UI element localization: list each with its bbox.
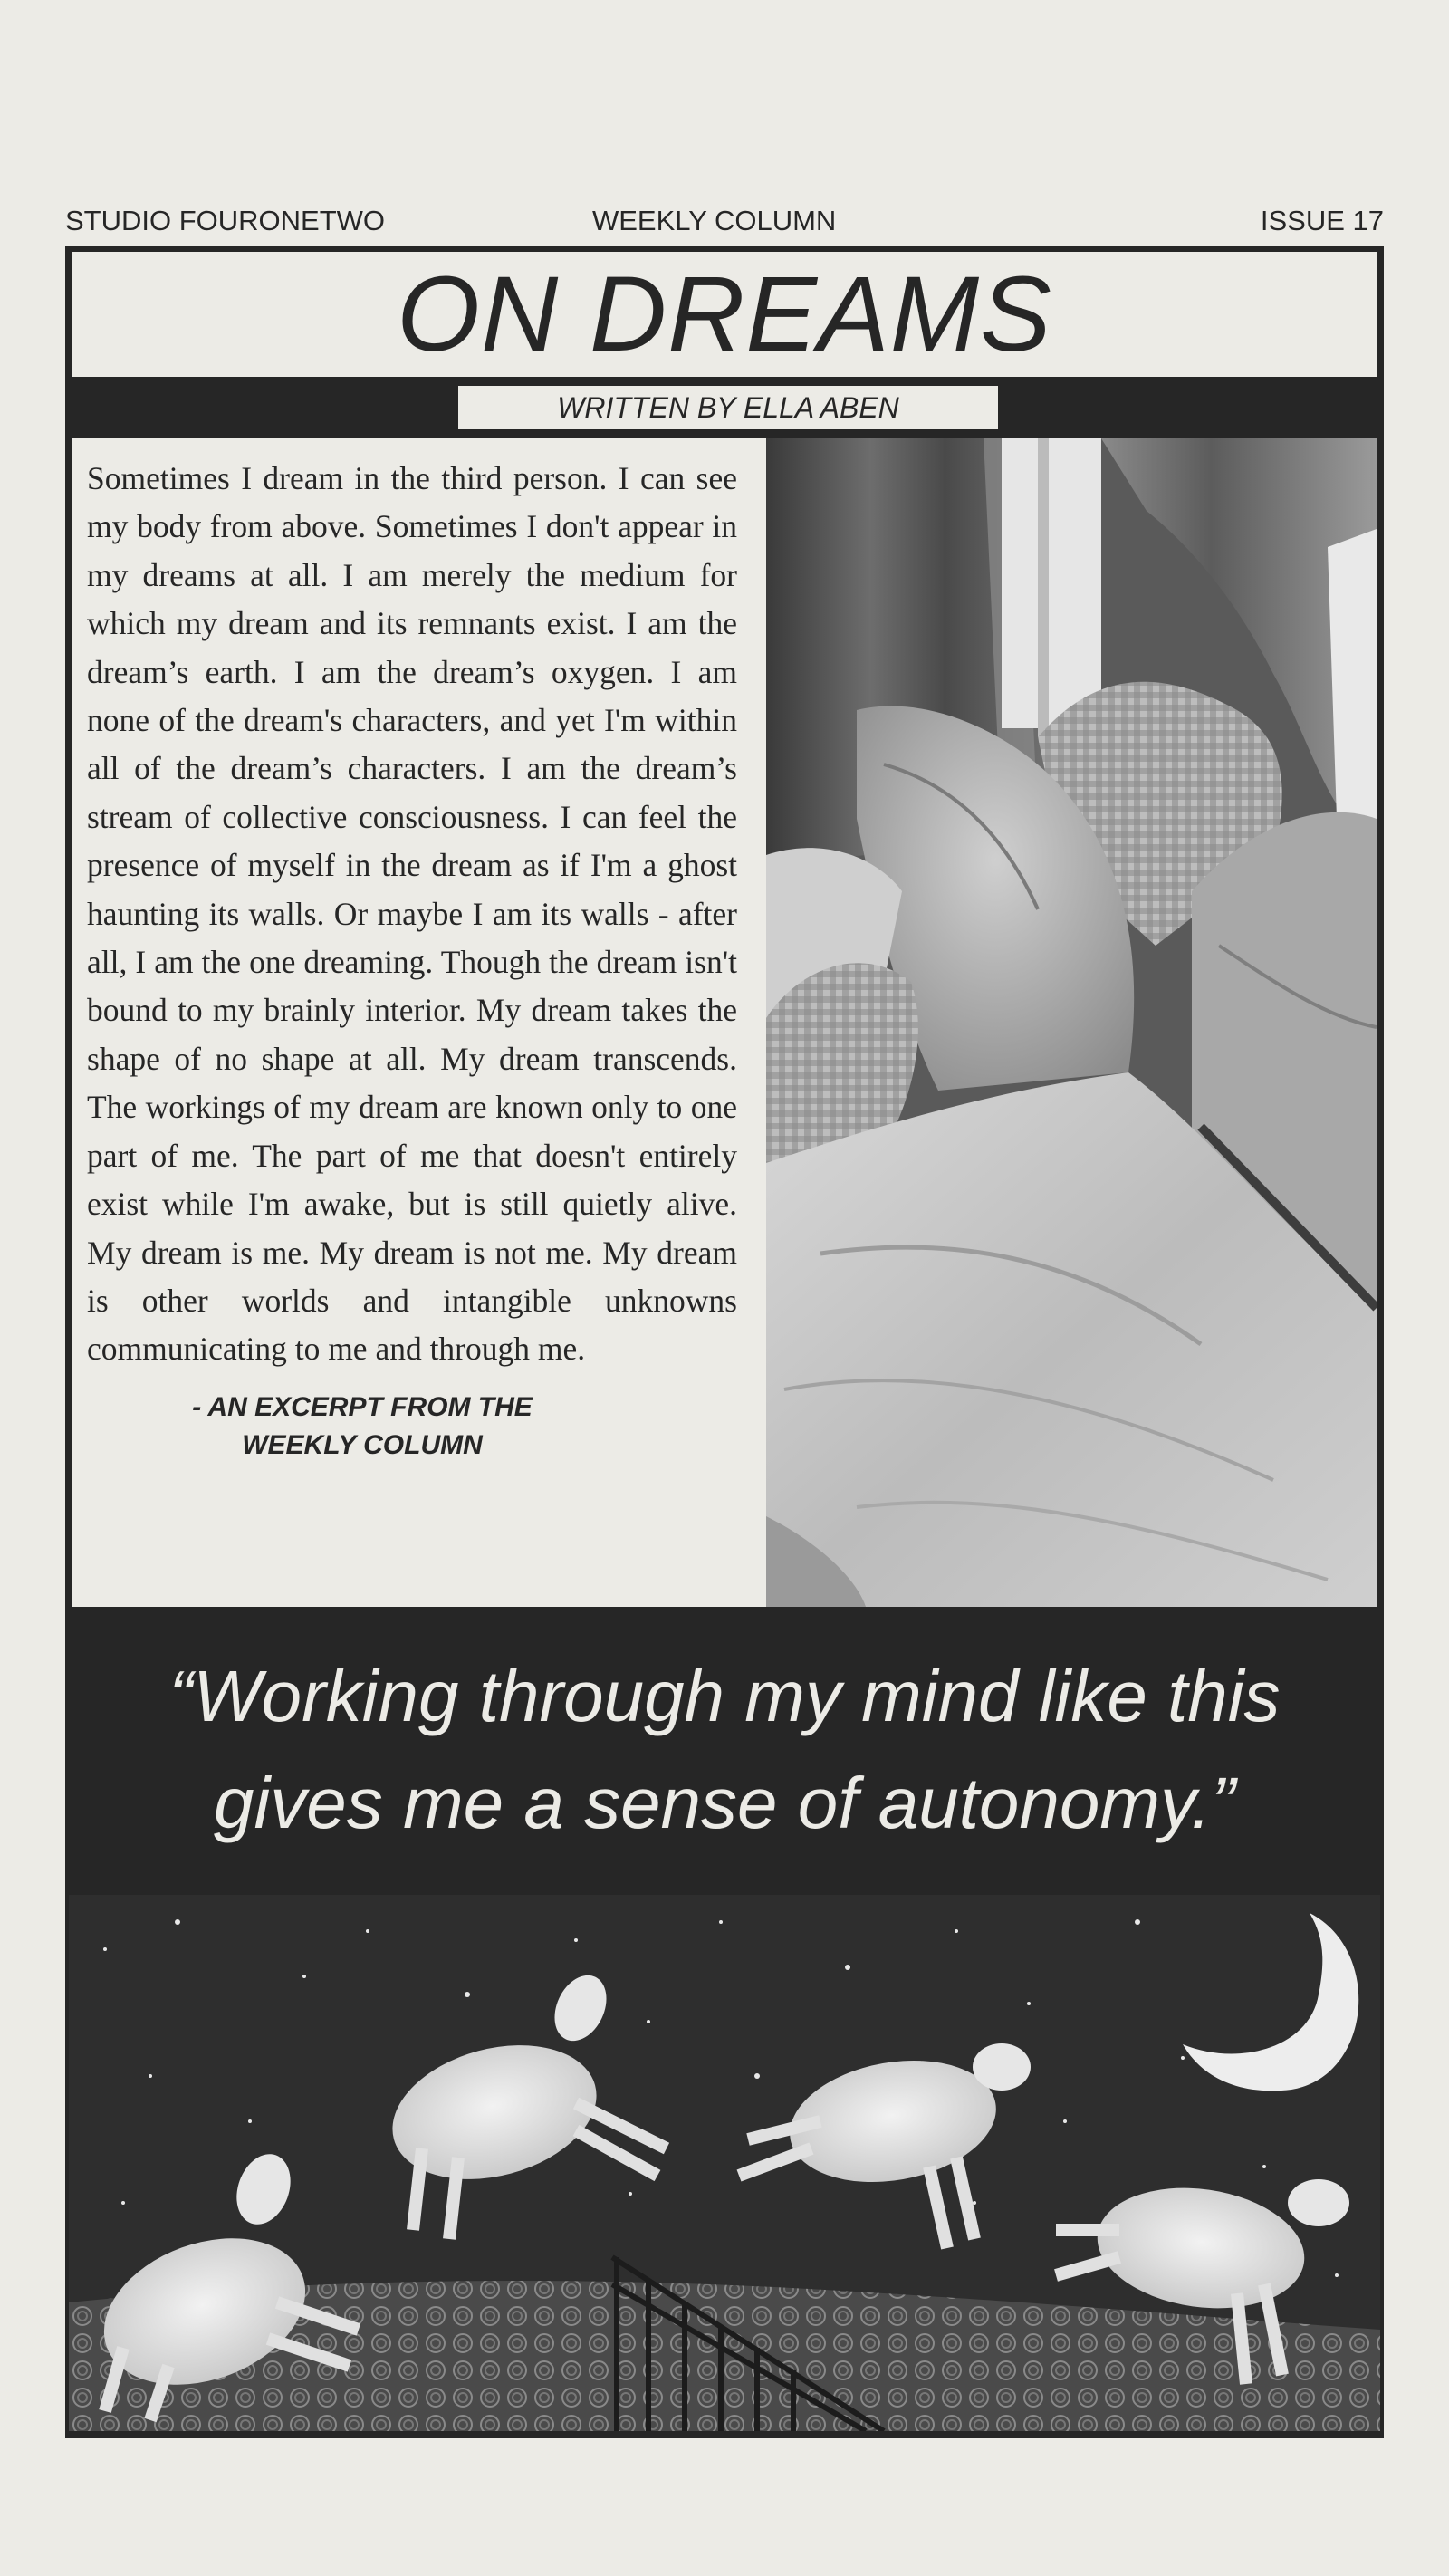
article-title: ON DREAMS xyxy=(397,255,1052,374)
jumping-sheep-image xyxy=(69,1895,1380,2431)
excerpt-line-1: - AN EXCERPT FROM THE xyxy=(192,1391,533,1422)
pull-quote xyxy=(72,1614,1377,1886)
article-body: Sometimes I dream in the third person. I can see my body from above. Sometimes I don't appear in my dreams at all. I am merely the medium for which my dream and its remnants exist. I am the dream’s earth. I am the dream’s oxygen. I am none of the dream's characters, and yet I'm within all of the dream’s characters. I am the dream’s stream of collective consciousness. I can feel the presence of myself in the dream as if I'm a ghost haunting its walls. Or maybe I am its walls - after all, I am the one dreaming. Though the dream isn't bound to my brainly interior. My dream takes the shape of no shape at all. My dream transcends. The workings of my dream are known only to one part of me. The part of me that doesn't entirely exist while I'm awake, but is still quietly alive. My dream is me. My dream is not me. My dream is other worlds and intangible unknowns communicating to me and through me. xyxy=(87,460,737,1368)
sheep-photo xyxy=(69,1895,1380,2431)
text-column xyxy=(72,438,766,1607)
quote-line-1: “Working through my mind like this xyxy=(168,1656,1281,1736)
section-name: WEEKLY COLUMN xyxy=(592,205,837,236)
issue-number: ISSUE 17 xyxy=(1260,205,1384,236)
excerpt-caption xyxy=(87,1389,737,1465)
excerpt-line-2: WEEKLY COLUMN xyxy=(242,1429,483,1460)
title-box xyxy=(72,252,1377,377)
masthead xyxy=(65,205,1384,241)
quote-line-2: gives me a sense of autonomy.” xyxy=(214,1763,1235,1843)
bed-photo xyxy=(766,438,1377,1607)
bed-photo-image xyxy=(766,438,1377,1607)
article-frame xyxy=(65,246,1384,2438)
byline: WRITTEN BY ELLA ABEN xyxy=(456,384,1000,431)
studio-name: STUDIO FOURONETWO xyxy=(65,205,386,236)
